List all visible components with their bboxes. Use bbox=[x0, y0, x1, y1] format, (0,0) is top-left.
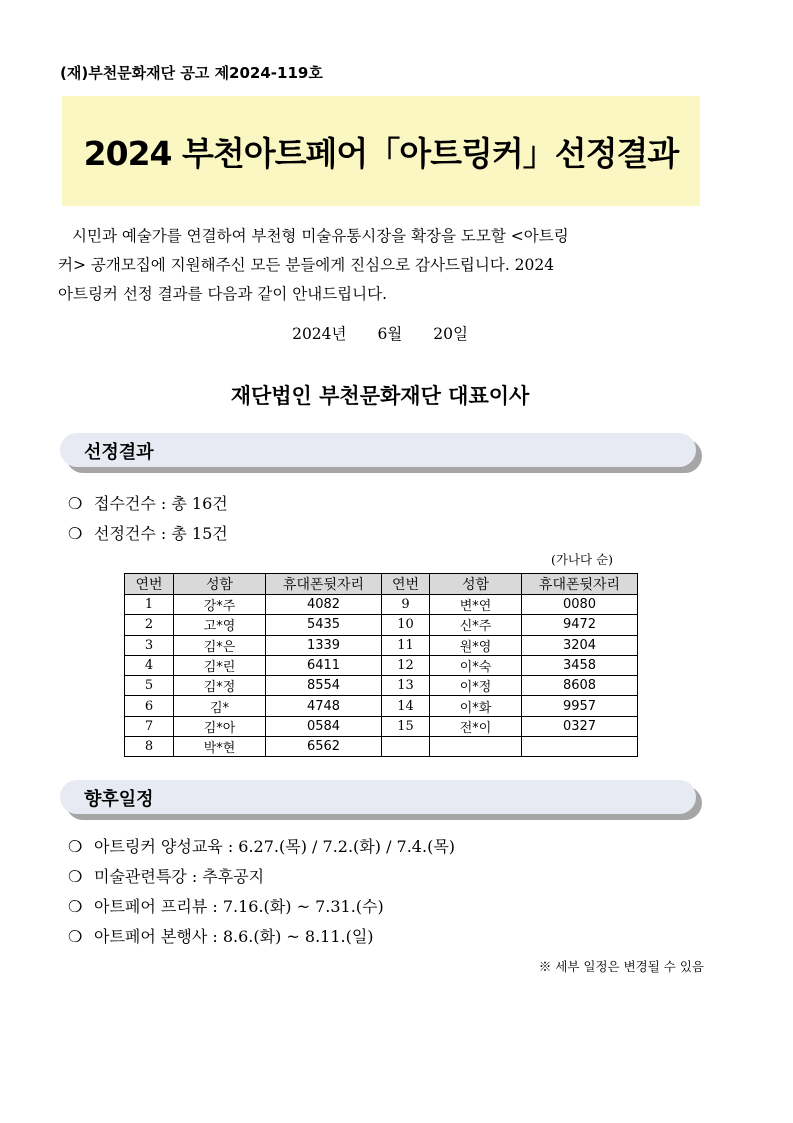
cell-name: 이*화 bbox=[430, 696, 522, 716]
section-title-schedule: 향후일정 bbox=[84, 789, 154, 810]
cell-no: 2 bbox=[125, 615, 174, 635]
cell-no: 10 bbox=[382, 615, 430, 635]
cell-name: 강*주 bbox=[174, 595, 266, 615]
cell-phone bbox=[522, 737, 638, 757]
table-row bbox=[125, 595, 638, 615]
cell-name: 김*린 bbox=[174, 655, 266, 675]
table-header-row bbox=[125, 574, 638, 595]
cell-name: 전*이 bbox=[430, 716, 522, 736]
table-row bbox=[125, 635, 638, 655]
cell-name: 원*영 bbox=[430, 635, 522, 655]
cell-name: 이*숙 bbox=[430, 655, 522, 675]
cell-phone: 3458 bbox=[522, 655, 638, 675]
cell-no: 14 bbox=[382, 696, 430, 716]
cell-name: 김*정 bbox=[174, 676, 266, 696]
bullet-icon: ❍ bbox=[68, 867, 83, 886]
cell-name: 김*은 bbox=[174, 635, 266, 655]
cell-no: 3 bbox=[125, 635, 174, 655]
cell-phone: 0080 bbox=[522, 595, 638, 615]
schedule-item bbox=[68, 864, 264, 887]
cell-phone: 8608 bbox=[522, 676, 638, 696]
table-row bbox=[125, 696, 638, 716]
bullet-icon: ❍ bbox=[68, 927, 83, 946]
stat-selected bbox=[68, 521, 228, 544]
cell-phone: 8554 bbox=[266, 676, 382, 696]
results-table bbox=[124, 573, 638, 757]
cell-no: 11 bbox=[382, 635, 430, 655]
notice-date bbox=[0, 322, 760, 344]
intro-line-1: 시민과 예술가를 연결하여 부천형 미술유통시장을 확장을 도모할 <아트링 bbox=[72, 227, 569, 245]
cell-name: 김* bbox=[174, 696, 266, 716]
title-box bbox=[62, 96, 700, 206]
schedule-item-text: 미술관련특강 : 추후공지 bbox=[94, 867, 265, 886]
intro-line-2: 커> 공개모집에 지원해주신 모든 분들에게 진심으로 감사드립니다. 2024 bbox=[58, 256, 555, 274]
cell-no: 7 bbox=[125, 716, 174, 736]
col-header-no: 연번 bbox=[125, 574, 174, 595]
cell-phone: 9472 bbox=[522, 615, 638, 635]
schedule-item bbox=[68, 924, 374, 947]
order-note: (가나다 순) bbox=[551, 552, 614, 567]
section-heading-results bbox=[60, 433, 696, 467]
schedule-item-text: 아트링커 양성교육 : 6.27.(목) / 7.2.(화) / 7.4.(목) bbox=[94, 837, 456, 856]
cell-name: 신*주 bbox=[430, 615, 522, 635]
cell-no: 4 bbox=[125, 655, 174, 675]
cell-phone: 1339 bbox=[266, 635, 382, 655]
col-header-phone: 휴대폰뒷자리 bbox=[266, 574, 382, 595]
cell-phone: 6411 bbox=[266, 655, 382, 675]
cell-name: 박*현 bbox=[174, 737, 266, 757]
cell-name: 이*정 bbox=[430, 676, 522, 696]
stat-received bbox=[68, 491, 228, 514]
cell-no: 15 bbox=[382, 716, 430, 736]
cell-phone: 4748 bbox=[266, 696, 382, 716]
col-header-name: 성함 bbox=[174, 574, 266, 595]
cell-name: 김*아 bbox=[174, 716, 266, 736]
bullet-icon: ❍ bbox=[68, 897, 83, 916]
table-row bbox=[125, 676, 638, 696]
schedule-remark: ※ 세부 일정은 변경될 수 있음 bbox=[538, 959, 704, 974]
section-heading-schedule bbox=[60, 780, 696, 814]
stat-selected-text: 선정건수 : 총 15건 bbox=[94, 524, 228, 543]
date-month: 6월 bbox=[377, 325, 403, 343]
col-header-name-2: 성함 bbox=[430, 574, 522, 595]
bullet-icon: ❍ bbox=[68, 837, 83, 856]
intro-paragraph bbox=[58, 222, 706, 309]
section-title-results: 선정결과 bbox=[84, 442, 154, 463]
date-year: 2024년 bbox=[292, 325, 347, 343]
cell-phone: 5435 bbox=[266, 615, 382, 635]
document-title: 2024 부천아트페어「아트링커」선정결과 bbox=[83, 133, 679, 173]
organization-signature: 재단법인 부천문화재단 대표이사 bbox=[230, 384, 530, 408]
cell-phone: 6562 bbox=[266, 737, 382, 757]
cell-no: 9 bbox=[382, 595, 430, 615]
bullet-icon: ❍ bbox=[68, 524, 83, 543]
col-header-no-2: 연번 bbox=[382, 574, 430, 595]
cell-no: 12 bbox=[382, 655, 430, 675]
cell-no bbox=[382, 737, 430, 757]
cell-phone: 9957 bbox=[522, 696, 638, 716]
bullet-icon: ❍ bbox=[68, 494, 83, 513]
schedule-item-text: 아트페어 프리뷰 : 7.16.(화) ~ 7.31.(수) bbox=[94, 897, 384, 916]
schedule-item bbox=[68, 834, 455, 857]
intro-line-3: 아트링커 선정 결과를 다음과 같이 안내드립니다. bbox=[58, 285, 388, 303]
table-row bbox=[125, 737, 638, 757]
cell-phone: 4082 bbox=[266, 595, 382, 615]
schedule-item bbox=[68, 894, 384, 917]
cell-no: 1 bbox=[125, 595, 174, 615]
table-row bbox=[125, 716, 638, 736]
notice-number: (재)부천문화재단 공고 제2024-119호 bbox=[60, 64, 323, 82]
cell-name: 변*연 bbox=[430, 595, 522, 615]
table-row bbox=[125, 615, 638, 635]
cell-phone: 0327 bbox=[522, 716, 638, 736]
table-row bbox=[125, 655, 638, 675]
cell-no: 8 bbox=[125, 737, 174, 757]
cell-no: 5 bbox=[125, 676, 174, 696]
cell-phone: 3204 bbox=[522, 635, 638, 655]
cell-no: 6 bbox=[125, 696, 174, 716]
date-day: 20일 bbox=[433, 325, 468, 343]
cell-name: 고*영 bbox=[174, 615, 266, 635]
schedule-item-text: 아트페어 본행사 : 8.6.(화) ~ 8.11.(일) bbox=[94, 927, 374, 946]
stat-received-text: 접수건수 : 총 16건 bbox=[94, 494, 228, 513]
col-header-phone-2: 휴대폰뒷자리 bbox=[522, 574, 638, 595]
cell-phone: 0584 bbox=[266, 716, 382, 736]
cell-no: 13 bbox=[382, 676, 430, 696]
cell-name bbox=[430, 737, 522, 757]
